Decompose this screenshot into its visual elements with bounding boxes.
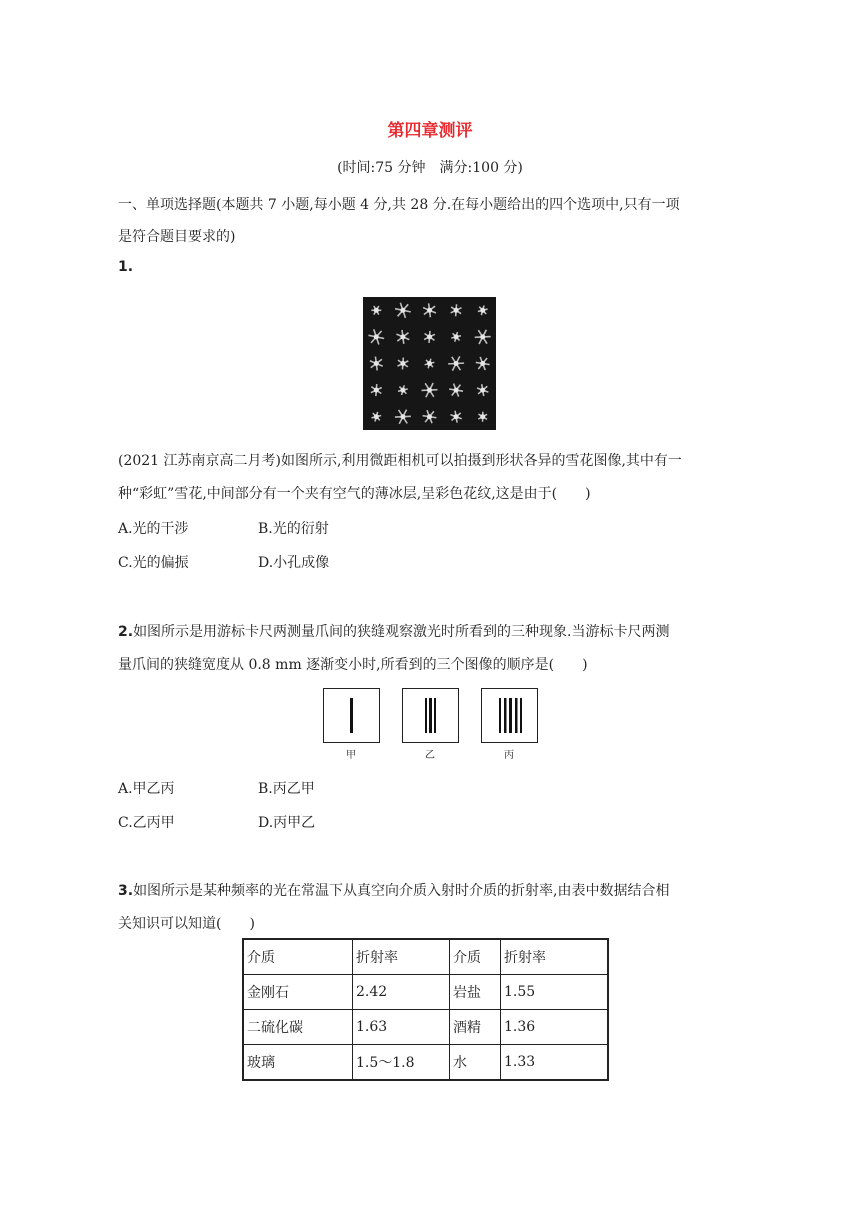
snowflake-icon <box>451 332 461 342</box>
q1-option-a[interactable]: A.光的干涉 <box>118 521 189 537</box>
snowflake-icon <box>448 356 464 370</box>
q1-option-b[interactable]: B.光的衍射 <box>258 521 329 537</box>
snowflake-icon <box>425 359 435 369</box>
snowflake-icon <box>477 384 488 396</box>
q2-option-a[interactable]: A.甲乙丙 <box>118 781 175 797</box>
table-header-cell: 折射率 <box>353 939 450 975</box>
snowflake-icon <box>449 384 463 397</box>
wide-fringe <box>482 689 537 742</box>
q1-option-c[interactable]: C.光的偏振 <box>118 555 189 571</box>
table-cell: 水 <box>450 1045 501 1081</box>
snowflake-grid-image <box>363 297 496 430</box>
table-cell: 1.33 <box>501 1045 609 1081</box>
table-cell: 岩盐 <box>450 975 501 1010</box>
q2-option-c[interactable]: C.乙丙甲 <box>118 815 175 831</box>
q1-text-line-2: 种“彩虹”雪花,中间部分有一个夹有空气的薄冰层,呈彩色花纹,这是由于( ) <box>118 486 591 502</box>
snowflake-icon <box>371 412 381 422</box>
snowflake-icon <box>423 303 436 317</box>
q2-text-line-1 <box>118 621 758 641</box>
table-cell: 玻璃 <box>243 1045 353 1081</box>
snowflake-icon <box>396 330 409 344</box>
snowflake-icon <box>475 330 491 344</box>
table-cell: 金刚石 <box>243 975 353 1010</box>
q2-number: 2. <box>118 624 134 640</box>
table-cell: 1.55 <box>501 975 609 1010</box>
q3-text-line-2: 关知识可以知道( ) <box>118 916 255 932</box>
q3-text: 如图所示是某种频率的光在常温下从真空向介质入射时介质的折射率,由表中数据结合相 <box>133 883 670 899</box>
q3-number: 3. <box>118 883 134 899</box>
snowflake-icon <box>423 410 437 423</box>
triple-fringe <box>403 689 458 742</box>
section-heading-line-2: 是符合题目要求的) <box>118 229 236 245</box>
table-cell: 1.5〜1.8 <box>353 1045 450 1081</box>
table-cell: 1.36 <box>501 1010 609 1045</box>
table-header-cell: 介质 <box>243 939 353 975</box>
table-cell: 2.42 <box>353 975 450 1010</box>
table-row <box>243 1010 608 1045</box>
figure-jia <box>323 688 380 743</box>
exam-info: (时间:75 分钟 满分:100 分) <box>337 160 523 176</box>
figure-label-bing: 丙 <box>504 750 514 761</box>
q2-option-b[interactable]: B.丙乙甲 <box>258 781 315 797</box>
table-row <box>243 1045 608 1081</box>
figure-label-jia: 甲 <box>346 750 356 761</box>
snowflake-icon <box>424 331 435 343</box>
snowflake-icon <box>422 383 438 397</box>
table-cell: 1.63 <box>353 1010 450 1045</box>
snowflake-icon <box>371 306 381 315</box>
figure-yi <box>402 688 459 743</box>
snowflake-icon <box>451 304 462 316</box>
snowflake-icon <box>478 412 487 422</box>
q1-number: 1. <box>118 259 134 275</box>
snowflake-icon <box>450 411 461 423</box>
table-header-cell: 折射率 <box>501 939 609 975</box>
figure-bing <box>481 688 538 743</box>
q1-option-d[interactable]: D.小孔成像 <box>258 555 330 571</box>
snowflake-icon <box>370 357 383 371</box>
snowflake-icon <box>478 305 488 315</box>
snowflake-icon <box>368 329 384 344</box>
page-title: 第四章测评 <box>387 121 473 141</box>
table-header-row <box>243 939 608 975</box>
section-heading-line-1: 一、单项选择题(本题共 7 小题,每小题 4 分,共 28 分.在每小题给出的四个选项中,只有一项 <box>118 197 680 213</box>
table-header-cell: 介质 <box>450 939 501 975</box>
q2-text-line-2: 量爪间的狭缝宽度从 0.8 mm 逐渐变小时,所看到的三个图像的顺序是( ) <box>118 657 588 673</box>
snowflake-icon <box>395 303 411 318</box>
snowflake-icon <box>398 385 408 395</box>
q2-text: 如图所示是用游标卡尺两测量爪间的狭缝观察激光时所看到的三种现象.当游标卡尺两测 <box>133 624 670 640</box>
snowflake-icon <box>397 358 408 370</box>
snowflake-photo <box>363 297 496 430</box>
snowflake-icon <box>371 384 382 396</box>
figure-label-yi: 乙 <box>425 750 435 761</box>
snowflake-icon <box>476 357 490 370</box>
snowflake-icon <box>395 410 411 424</box>
table-row <box>243 975 608 1010</box>
refractive-index-table <box>242 938 609 1081</box>
table-cell: 二硫化碳 <box>243 1010 353 1045</box>
q2-option-d[interactable]: D.丙甲乙 <box>258 815 316 831</box>
q3-text-line-1 <box>118 880 758 900</box>
table-cell: 酒精 <box>450 1010 501 1045</box>
single-slit-fringe <box>324 689 379 742</box>
q1-text-line-1: (2021 江苏南京高二月考)如图所示,利用微距相机可以拍摄到形状各异的雪花图像,其中有一 <box>118 453 682 469</box>
